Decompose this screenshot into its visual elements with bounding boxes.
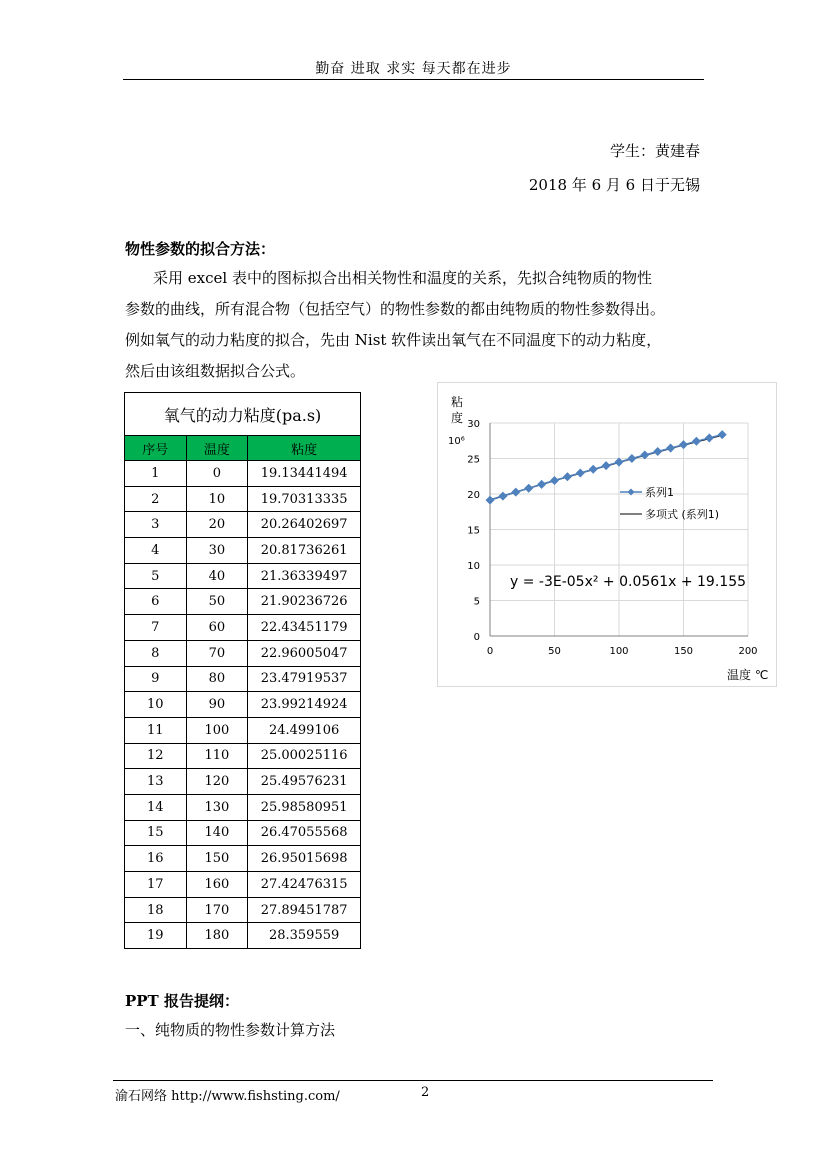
index-cell: 16 — [125, 846, 187, 872]
index-cell: 17 — [125, 872, 187, 898]
table-row — [125, 538, 361, 564]
table-row — [125, 769, 361, 795]
viscosity-cell: 23.47919537 — [248, 666, 361, 692]
index-cell: 5 — [125, 563, 187, 589]
index-cell: 15 — [125, 820, 187, 846]
table-row — [125, 743, 361, 769]
footer-divider — [113, 1080, 713, 1081]
column-header-viscosity: 粘度 — [248, 436, 361, 461]
table-row — [125, 820, 361, 846]
data-point — [628, 455, 636, 463]
temperature-cell: 170 — [186, 897, 248, 923]
table-row — [125, 486, 361, 512]
temperature-cell: 120 — [186, 769, 248, 795]
data-point — [589, 465, 597, 473]
data-point — [693, 437, 701, 445]
index-cell: 3 — [125, 512, 187, 538]
data-point — [680, 441, 688, 449]
index-cell: 7 — [125, 615, 187, 641]
data-point — [564, 473, 572, 481]
index-cell: 8 — [125, 640, 187, 666]
temperature-cell: 0 — [186, 461, 248, 487]
table-row — [125, 717, 361, 743]
viscosity-cell: 28.359559 — [248, 923, 361, 949]
paragraph-line-1: 采用 excel 表中的图标拟合出相关物性和温度的关系，先拟合纯物质的物性 — [153, 269, 652, 287]
index-cell: 13 — [125, 769, 187, 795]
table-row — [125, 897, 361, 923]
table-row — [125, 692, 361, 718]
y-tick-label: 30 — [467, 419, 480, 430]
table-row — [125, 563, 361, 589]
section-heading-fitting: 物性参数的拟合方法： — [125, 240, 276, 258]
y-tick-label: 15 — [467, 525, 480, 537]
index-cell: 18 — [125, 897, 187, 923]
y-tick-label: 25 — [467, 454, 480, 466]
table-row — [125, 589, 361, 615]
x-tick-label: 50 — [548, 646, 561, 657]
temperature-cell: 110 — [186, 743, 248, 769]
legend-label-series: 系列1 — [645, 486, 674, 499]
index-cell: 4 — [125, 538, 187, 564]
temperature-cell: 40 — [186, 563, 248, 589]
trendline-equation: y = -3E-05x² + 0.0561x + 19.155 — [510, 574, 747, 590]
index-cell: 12 — [125, 743, 187, 769]
table-row — [125, 512, 361, 538]
paragraph-line-3: 例如氧气的动力粘度的拟合，先由 Nist 软件读出氧气在不同温度下的动力粘度， — [125, 331, 662, 349]
temperature-cell: 160 — [186, 872, 248, 898]
footer-page-number: 2 — [421, 1085, 430, 1100]
index-cell: 1 — [125, 461, 187, 487]
temperature-cell: 20 — [186, 512, 248, 538]
index-cell: 11 — [125, 717, 187, 743]
student-name: 学生：黄建春 — [609, 142, 700, 160]
viscosity-cell: 25.49576231 — [248, 769, 361, 795]
viscosity-cell: 27.42476315 — [248, 872, 361, 898]
data-point — [706, 434, 714, 442]
y-axis-title-char: 度 — [451, 411, 464, 425]
section-heading-ppt: PPT 报告提纲： — [125, 992, 239, 1010]
temperature-cell: 90 — [186, 692, 248, 718]
viscosity-cell: 19.70313335 — [248, 486, 361, 512]
temperature-cell: 30 — [186, 538, 248, 564]
data-point — [486, 496, 494, 504]
x-tick-label: 100 — [609, 646, 629, 657]
x-tick-label: 200 — [738, 646, 758, 657]
temperature-cell: 10 — [186, 486, 248, 512]
viscosity-cell: 19.13441494 — [248, 461, 361, 487]
table-row — [125, 640, 361, 666]
viscosity-table — [124, 392, 361, 949]
viscosity-cell: 26.95015698 — [248, 846, 361, 872]
data-point — [538, 481, 546, 489]
temperature-cell: 130 — [186, 794, 248, 820]
data-point — [577, 469, 585, 477]
viscosity-cell: 25.98580951 — [248, 794, 361, 820]
viscosity-cell: 24.499106 — [248, 717, 361, 743]
viscosity-cell: 21.90236726 — [248, 589, 361, 615]
table-row — [125, 872, 361, 898]
paragraph-line-4: 然后由该组数据拟合公式。 — [125, 362, 306, 380]
viscosity-cell: 20.26402697 — [248, 512, 361, 538]
header-divider — [123, 79, 704, 80]
y-tick-label: 5 — [473, 596, 480, 608]
chart-svg — [437, 382, 777, 687]
data-point — [641, 451, 649, 459]
header-motto: 勤奋 进取 求实 每天都在进步 — [315, 61, 512, 77]
index-cell: 10 — [125, 692, 187, 718]
temperature-cell: 70 — [186, 640, 248, 666]
temperature-cell: 140 — [186, 820, 248, 846]
temperature-cell: 80 — [186, 666, 248, 692]
temperature-cell: 150 — [186, 846, 248, 872]
table-row — [125, 666, 361, 692]
viscosity-cell: 22.96005047 — [248, 640, 361, 666]
data-point — [525, 484, 533, 492]
y-tick-label: 0 — [473, 632, 480, 643]
data-point — [512, 488, 520, 496]
temperature-cell: 50 — [186, 589, 248, 615]
index-cell: 9 — [125, 666, 187, 692]
y-tick-label: 20 — [467, 490, 480, 501]
x-tick-label: 150 — [673, 646, 694, 657]
temperature-cell: 180 — [186, 923, 248, 949]
table-title: 氧气的动力粘度(pa.s) — [125, 393, 361, 436]
legend-label-trendline: 多项式 (系列1) — [645, 508, 720, 521]
viscosity-cell: 23.99214924 — [248, 692, 361, 718]
document-date: 2018 年 6 月 6 日于无锡 — [528, 176, 700, 194]
x-axis-title: 温度 ℃ — [727, 668, 769, 682]
viscosity-chart — [437, 382, 777, 687]
table-row — [125, 846, 361, 872]
y-tick-label: 10 — [467, 561, 480, 572]
data-point — [499, 492, 507, 500]
chart-frame — [438, 383, 777, 687]
column-header-index: 序号 — [125, 436, 187, 461]
y-axis-title-char: 粘 — [451, 395, 464, 409]
temperature-cell: 100 — [186, 717, 248, 743]
index-cell: 2 — [125, 486, 187, 512]
table-row — [125, 923, 361, 949]
temperature-cell: 60 — [186, 615, 248, 641]
column-header-temperature: 温度 — [186, 436, 248, 461]
data-point — [602, 462, 610, 470]
index-cell: 19 — [125, 923, 187, 949]
data-point — [718, 431, 726, 439]
table-row — [125, 461, 361, 487]
viscosity-cell: 25.00025116 — [248, 743, 361, 769]
paragraph-line-2: 参数的曲线，所有混合物（包括空气）的物性参数的都由纯物质的物性参数得出。 — [125, 300, 666, 318]
data-point — [615, 458, 623, 466]
y-axis-unit: 10⁶ — [448, 436, 465, 447]
data-point — [551, 477, 559, 485]
footer-site: 渝石网络 http://www.fishsting.com/ — [115, 1089, 340, 1104]
viscosity-cell: 26.47055568 — [248, 820, 361, 846]
index-cell: 14 — [125, 794, 187, 820]
data-point — [654, 448, 662, 456]
index-cell: 6 — [125, 589, 187, 615]
table-row — [125, 794, 361, 820]
viscosity-cell: 20.81736261 — [248, 538, 361, 564]
table-row — [125, 615, 361, 641]
viscosity-cell: 27.89451787 — [248, 897, 361, 923]
viscosity-cell: 21.36339497 — [248, 563, 361, 589]
data-point — [667, 444, 675, 452]
viscosity-cell: 22.43451179 — [248, 615, 361, 641]
x-tick-label: 0 — [486, 646, 494, 657]
outline-item-1: 一、纯物质的物性参数计算方法 — [125, 1021, 336, 1039]
